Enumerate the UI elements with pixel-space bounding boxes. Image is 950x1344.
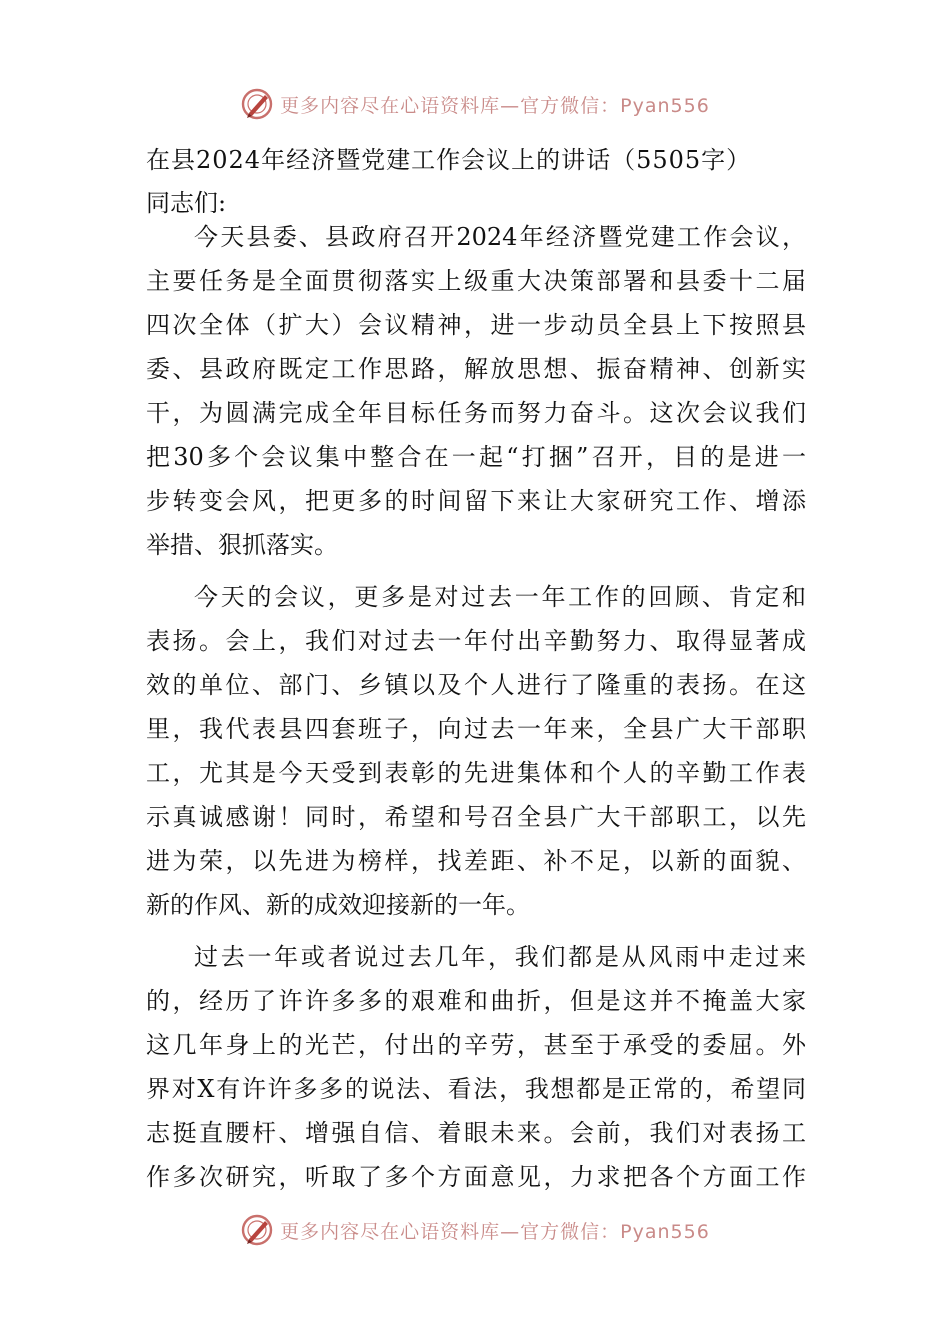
body-line: 主要任务是全面贯彻落实上级重大决策部署和县委十二届 bbox=[146, 267, 806, 295]
body-line: 志挺直腰杆、增强自信、着眼未来。会前，我们对表扬工 bbox=[146, 1119, 806, 1147]
salutation: 同志们: bbox=[146, 189, 227, 217]
watermark-text: 更多内容尽在心语资料库—官方微信：Pyan556 bbox=[280, 94, 710, 117]
body-line: 举措、狠抓落实。 bbox=[146, 531, 338, 559]
watermark-text: 更多内容尽在心语资料库—官方微信：Pyan556 bbox=[280, 1220, 710, 1243]
document-title: 在县2024年经济暨党建工作会议上的讲话（5505字） bbox=[146, 146, 752, 174]
pen-circle-icon bbox=[240, 1213, 274, 1247]
pen-circle-icon bbox=[240, 87, 274, 121]
body-line: 作多次研究，听取了多个方面意见，力求把各个方面工作 bbox=[146, 1163, 806, 1191]
body-line: 界对X有许许多多的说法、看法，我想都是正常的，希望同 bbox=[146, 1075, 806, 1103]
body-line: 今天县委、县政府召开2024年经济暨党建工作会议， bbox=[194, 223, 806, 251]
body-line: 这几年身上的光芒，付出的辛劳，甚至于承受的委屈。外 bbox=[146, 1031, 806, 1059]
body-line: 四次全体（扩大）会议精神，进一步动员全县上下按照县 bbox=[146, 311, 806, 339]
body-line: 里，我代表县四套班子，向过去一年来，全县广大干部职 bbox=[146, 715, 806, 743]
body-line: 示真诚感谢！同时，希望和号召全县广大干部职工，以先 bbox=[146, 803, 806, 831]
body-line: 工，尤其是今天受到表彰的先进集体和个人的辛勤工作表 bbox=[146, 759, 806, 787]
body-line: 把30多个会议集中整合在一起“打捆”召开，目的是进一 bbox=[146, 443, 806, 471]
body-line: 的，经历了许许多多的艰难和曲折，但是这并不掩盖大家 bbox=[146, 987, 806, 1015]
body-line: 效的单位、部门、乡镇以及个人进行了隆重的表扬。在这 bbox=[146, 671, 806, 699]
body-line: 表扬。会上，我们对过去一年付出辛勤努力、取得显著成 bbox=[146, 627, 806, 655]
body-line: 委、县政府既定工作思路，解放思想、振奋精神、创新实 bbox=[146, 355, 806, 383]
header-watermark bbox=[0, 84, 950, 124]
body-line: 进为荣，以先进为榜样，找差距、补不足，以新的面貌、 bbox=[146, 847, 806, 875]
body-line: 步转变会风，把更多的时间留下来让大家研究工作、增添 bbox=[146, 487, 806, 515]
body-line: 新的作风、新的成效迎接新的一年。 bbox=[146, 891, 530, 919]
body-line: 干，为圆满完成全年目标任务而努力奋斗。这次会议我们 bbox=[146, 399, 806, 427]
footer-watermark bbox=[0, 1210, 950, 1250]
body-line: 今天的会议，更多是对过去一年工作的回顾、肯定和 bbox=[194, 583, 806, 611]
body-line: 过去一年或者说过去几年，我们都是从风雨中走过来 bbox=[194, 943, 806, 971]
